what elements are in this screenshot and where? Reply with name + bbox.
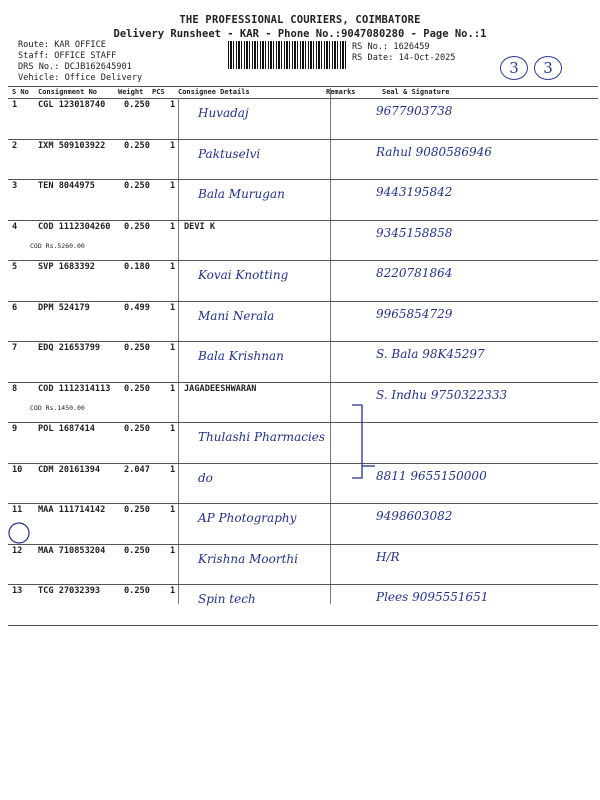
row-cod-amount: COD Rs.5260.00	[30, 241, 85, 250]
drs-text: DRS No.: DCJB162645901	[18, 62, 132, 72]
row-sno: 7	[12, 343, 18, 353]
row-consignee-handwritten: do	[198, 470, 213, 485]
row-sno: 8	[12, 383, 18, 394]
row-pcs: 1	[170, 343, 176, 353]
row-weight: 0.250	[124, 343, 150, 353]
row-consignee-handwritten: AP Photography	[198, 511, 297, 525]
table-row	[8, 260, 598, 300]
row-weight: 0.180	[124, 262, 150, 272]
row-signature: 8811 9655150000	[376, 468, 487, 483]
row-pcs: 1	[170, 505, 176, 515]
row-pcs: 1	[170, 221, 176, 232]
meta-left	[18, 40, 142, 84]
table-row	[8, 301, 598, 341]
row-weight: 0.250	[124, 505, 150, 515]
col-consignment: Consignment No	[38, 88, 98, 96]
row-consignment-no: TEN 8044975	[38, 181, 95, 191]
row-cod-amount: COD Rs.1450.00	[30, 403, 85, 412]
company-title: THE PROFESSIONAL COURIERS, COIMBATORE	[179, 14, 421, 26]
table-row	[8, 341, 598, 381]
row-weight: 2.047	[124, 464, 150, 475]
row-consignee-handwritten: Thulashi Pharmacies	[198, 430, 326, 444]
row-consignment-no: SVP 1683392	[38, 262, 95, 272]
row-sno: 11	[12, 505, 23, 515]
row-sno: 1	[12, 100, 18, 110]
row-signature: 8220781864	[376, 266, 453, 280]
row-pcs: 1	[170, 464, 176, 475]
table-row	[8, 503, 598, 543]
row-signature: H/R	[376, 549, 400, 564]
row-weight: 0.250	[124, 383, 150, 394]
table-row	[8, 98, 598, 138]
row-signature: Rahul 9080586946	[376, 144, 492, 159]
row-consignee-handwritten: Paktuselvi	[198, 146, 261, 161]
handwritten-circle-1: 3	[500, 56, 528, 80]
row-consignment-no: TCG 27032393	[38, 586, 101, 596]
table-header	[8, 88, 598, 98]
rs-no-text: RS No.: 1626459	[352, 42, 430, 52]
row-consignment-no: MAA 111714142	[38, 505, 106, 515]
table-row	[8, 463, 598, 503]
row-sno: 12	[12, 545, 23, 556]
row-consignee-handwritten: Bala Krishnan	[198, 349, 284, 363]
row-consignee-handwritten: Huvadaj	[198, 106, 249, 120]
route-text: Route: KAR OFFICE	[18, 40, 106, 50]
row-signature: Plees 9095551651	[376, 590, 489, 604]
table-row	[8, 179, 598, 219]
row-weight: 0.250	[124, 181, 150, 191]
col-signature: Seal & Signature	[382, 88, 450, 96]
row-pcs: 1	[170, 100, 176, 110]
table-row	[8, 422, 598, 462]
row-sno: 13	[12, 586, 23, 596]
row-pcs: 1	[170, 140, 176, 151]
row-weight: 0.250	[124, 100, 150, 110]
row-pcs: 1	[170, 545, 176, 556]
row-consignment-no: CGL 123018740	[38, 100, 106, 110]
row-weight: 0.250	[124, 545, 150, 556]
row-signature: 9677903738	[376, 104, 453, 118]
table-row	[8, 544, 598, 584]
row-pcs: 1	[170, 586, 176, 596]
row-sno: 5	[12, 262, 18, 272]
row-consignee-handwritten: Krishna Moorthi	[198, 551, 298, 566]
row-signature: S. Indhu 9750322333	[376, 387, 508, 402]
rs-date-text: RS Date: 14-Oct-2025	[352, 53, 456, 63]
handwritten-circle-2: 3	[534, 56, 562, 80]
row-weight: 0.499	[124, 302, 150, 313]
table-row	[8, 139, 598, 179]
row-consignment-no: IXM 509103922	[38, 140, 106, 151]
row-consignment-no: COD 1112304260	[38, 221, 111, 232]
vehicle-text: Vehicle: Office Delivery	[18, 73, 143, 83]
row-consignee-handwritten: Kovai Knotting	[198, 268, 289, 282]
row-sno: 6	[12, 302, 18, 313]
row-sno: 10	[12, 464, 23, 475]
table-row	[8, 584, 598, 624]
row-pcs: 1	[170, 181, 176, 191]
row-weight: 0.250	[124, 424, 150, 434]
row-consignee-handwritten: Mani Nerala	[198, 308, 275, 323]
row-consignee-printed: DEVI K	[184, 221, 216, 232]
row-weight: 0.250	[124, 140, 150, 151]
row-pcs: 1	[170, 383, 176, 394]
col-pcs: PCS	[152, 88, 165, 96]
row-consignment-no: CDM 20161394	[38, 464, 101, 475]
row-consignee-handwritten: Bala Murugan	[198, 187, 285, 201]
row-signature: 9443195842	[376, 185, 453, 199]
row-signature: S. Bala 98K45297	[376, 347, 485, 361]
row-divider	[8, 625, 598, 626]
row-signature: 9345158858	[376, 225, 453, 240]
row-weight: 0.250	[124, 586, 150, 596]
row-signature: 9965854729	[376, 306, 453, 321]
runsheet-title: Delivery Runsheet - KAR - Phone No.:9047080280 - Page No.:1	[113, 28, 487, 40]
row-consignment-no: COD 1112314113	[38, 383, 111, 394]
row-signature: 9498603082	[376, 509, 453, 523]
row-weight: 0.250	[124, 221, 150, 232]
table-row	[8, 382, 598, 422]
col-consignee: Consignee Details	[178, 88, 250, 96]
col-sno: S No	[12, 88, 29, 96]
row-consignment-no: DPM 524179	[38, 302, 90, 313]
row-sno: 3	[12, 181, 18, 191]
row-consignment-no: EDQ 21653799	[38, 343, 101, 353]
staff-text: Staff: OFFICE STAFF	[18, 51, 117, 61]
row-sno: 4	[12, 221, 18, 232]
row-pcs: 1	[170, 424, 176, 434]
row-consignee-handwritten: Spin tech	[198, 592, 256, 606]
row-sno: 2	[12, 140, 18, 151]
row-consignment-no: MAA 710853204	[38, 545, 106, 556]
meta-right	[352, 42, 455, 64]
row-pcs: 1	[170, 302, 176, 313]
row-consignee-printed: JAGADEESHWARAN	[184, 383, 257, 394]
barcode-image	[228, 41, 348, 69]
col-weight: Weight	[118, 88, 144, 96]
row-consignment-no: POL 1687414	[38, 424, 95, 434]
table-row	[8, 220, 598, 260]
header-top-rule	[8, 86, 598, 87]
row-sno: 9	[12, 424, 18, 434]
col-remarks: Remarks	[326, 88, 356, 96]
row-pcs: 1	[170, 262, 176, 272]
